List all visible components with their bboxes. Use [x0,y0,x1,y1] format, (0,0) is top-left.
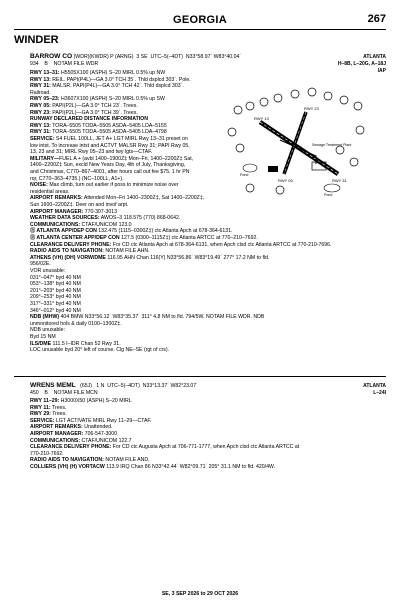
barrow-line-label: Ⓡ ATLANTA CENTER APP/DEP CON [30,235,120,241]
barrow-line [30,182,178,189]
barrow-line-text: NOTAM FILE AHN. [103,248,150,255]
barrow-line [30,334,56,341]
wrens-line [30,398,132,405]
barrow-line [30,162,185,169]
barrow-line [30,235,258,242]
barrow-line-text: residential areas. [30,188,70,195]
barrow-line-text: Attended Mon–Fri 1400–2300Z‡, Sat 1400–2200Z‡, [82,195,205,202]
wrens-line-text: 113.9 IRQ Chan 86 N33°42.44´ W82°09.71´ 205° 31.1 NM to fld. 420/4W. [104,464,276,470]
wrens-line-text: H3000X50 (ASPH) S–20 MIRL [59,398,132,404]
wrens-elevation: 450 [30,390,39,396]
wrens-line-label: COLLIERS (VH) (H) VORTACW [30,464,105,470]
barrow-header-line-2 [30,61,98,68]
barrow-line [30,301,81,308]
barrow-line-text: 956/02E. [30,261,51,268]
barrow-line-text: Byd 15 NM [30,334,56,340]
wrens-line [30,451,64,458]
barrow-utc: UTC–5(–4DT) [150,54,184,60]
runway-31-label: RWY 31 [332,178,347,183]
barrow-line-label: AIRPORT MANAGER: [30,208,84,215]
page-title: GEORGIA [172,14,228,26]
barrow-line [30,347,169,354]
barrow-line [30,96,165,103]
wrens-airport-name: WRENS MEML [30,382,76,389]
barrow-line [30,268,65,275]
barrow-line-text: 053°–138° byd 40 NM [30,281,81,288]
barrow-line-label: RWY 31: [30,129,51,136]
wrens-line [30,438,132,445]
barrow-line-text: 13, 23 and 31; MIRL Rwy 05–23 and twy lgts—CTAF. [30,149,153,156]
wrens-dist: 1 N [96,383,105,389]
barrow-notam: NOTAM FILE WDR [53,61,99,67]
barrow-line-text: 404 BMW N33°56.12´ W83°35.37´ 311° 4.8 NM to fld. 794/5W. NOTAM FILE WDR. NDB [59,314,265,321]
barrow-line-text: 127.5 (0300–1115Z‡) ctc Atlanta ARTCC at 770–210–7692. [119,235,258,241]
barrow-line [30,294,81,301]
barrow-line-text: 031°–047° byd 40 NM [30,274,81,281]
barrow-elevation: 934 [30,61,39,67]
wrens-line-text: 706-547-3000 [83,431,118,437]
wrens-line-label: RWY 11: [30,404,51,411]
section-separator [14,376,386,377]
wrens-coords: N33°13.37´ W82°23.07´ [142,383,198,389]
barrow-line [30,77,191,84]
header-rule [14,29,386,30]
wrens-line-label: RWY 29: [30,411,51,418]
barrow-line-text: 132.475 (1115–0300Z‡) ctc Atlanta Apch at 678-364-6131. [96,228,233,235]
barrow-line [30,90,51,97]
barrow-line [30,321,122,328]
wrens-line [30,431,117,438]
wrens-header-line-1 [30,383,198,390]
wrens-line-text: Trees. [50,404,67,411]
wrens-line-text: 770-210-7692. [30,450,64,457]
barrow-line-text: MALSR. PAPI(P4L)—GA 3.0° TCH 42´. Thld dsplcd 303´. [50,83,184,90]
runway-23-label: RWY 23 [304,106,319,111]
barrow-line-text: 317°–331° byd 40 NM [30,301,81,307]
barrow-line [30,275,81,282]
barrow-line [30,202,128,209]
barrow-line-label: ATHENS (VH) (DH) VORW/DME [30,254,106,261]
barrow-line [30,83,184,90]
barrow-line [30,149,152,156]
wrens-line-label: AIRPORT REMARKS: [30,424,83,431]
wrens-line [30,405,66,412]
barrow-line [30,327,65,334]
wrens-ident: (65J) [80,383,92,389]
barrow-airport-name: BARROW CO [30,53,73,60]
barrow-iap: IAP [377,68,386,74]
barrow-line-label: Ⓡ ATLANTA APP/DEP CON [30,228,97,235]
wrens-line [30,418,151,425]
barrow-line [30,242,332,249]
wrens-line-text: NOTAM FILE AND. [103,457,150,464]
barrow-line-label: RWY 05: [30,103,51,109]
barrow-line [30,209,117,216]
barrow-line-label: MILITARY— [30,155,60,162]
barrow-line [30,136,188,143]
barrow-dist: 3 SE [136,54,148,60]
barrow-line-text: 346°–012° byd 40 NM [30,307,81,314]
barrow-line [30,123,167,130]
wrens-line-text: CTAF/UNICOM 122.7 [80,437,132,444]
barrow-line-label: WEATHER DATA SOURCES: [30,215,100,222]
wrens-state: ATLANTA [363,383,386,389]
wrens-line-label: CLEARANCE DELIVERY PHONE: [30,444,112,451]
wrens-line-text: LGT ACTIVATE MIRL Rwy 11–29—CTAF. [54,417,152,424]
wrens-fuel-flag: B [44,390,48,396]
barrow-line [30,195,204,202]
barrow-line-label: RADIO AIDS TO NAVIGATION: [30,248,104,255]
barrow-line [30,70,165,77]
barrow-line-text: Max climb, turn out earlier if poss to minimize noise over [47,182,179,189]
barrow-line-text: Railroad. [30,89,51,96]
barrow-line-label: RWY 05–23: [30,96,60,103]
wrens-line-text: For CD ctc Augusta Apch at 706-771-1777, when Apch clsd ctc Atlanta ARTCC at [111,444,300,451]
barrow-line [30,103,138,110]
wrens-line [30,457,150,464]
barrow-line [30,308,81,315]
wrens-line [30,464,275,471]
wrens-line-label: SERVICE: [30,417,55,424]
barrow-line-text: and Christmas, C770–867–4001, after hours call out fee $75, 1 hr PN [30,169,190,175]
barrow-line-label: RWY 31: [30,83,51,90]
barrow-line-text: 209°–253° byd 40 NM [30,294,81,301]
barrow-line-text: REIL. PAPI(P4L)—GA 3.0° TCH 35´. Thld dsplcd 303´. Pole. [50,76,191,83]
barrow-line-text: 1400–2200Z‡ Sun, excld New Years Day, 4th of July, Thanksgiving, [30,162,186,169]
wrens-header-line-2 [30,390,98,397]
barrow-line [30,110,138,117]
barrow-line-text: PAPI(P2L)—GA 3.0° TCH 39´. Trees. [50,109,138,116]
barrow-line [30,143,190,150]
barrow-line-label: ILS/DME [30,340,52,347]
barrow-line-label: RWY 13: [30,122,51,129]
barrow-line [30,215,180,222]
barrow-line [30,189,70,196]
barrow-chart-refs: H–8B, L–20G, A–18J [337,61,386,67]
barrow-coords: N33°58.97´ W83°40.04´ [185,54,242,60]
building [268,166,278,172]
wrens-chart-refs: L–24I [373,390,386,396]
barrow-line-text: S4 FUEL 100LL, JET A+ LGT MIRL Rwy 13–31 preset on [54,136,188,142]
runway-05-label: RWY 05 [278,178,293,183]
barrow-line [30,228,233,235]
barrow-line-label: NDB (MHW) [30,314,60,321]
barrow-line [30,156,193,163]
barrow-line [30,176,124,183]
barrow-line-text: VOR unusable: [30,268,66,274]
barrow-line [30,314,264,321]
pond-label-2: Pond [324,193,333,197]
barrow-line-text: LOC unusable byd 20° left of course. Clg NE–SE (rgt of crs). [30,347,170,354]
wrens-line [30,444,299,451]
barrow-line [30,129,167,136]
page-number: 267 [367,13,386,25]
barrow-line-text: unmonitored hols & daily 0100–1300Z‡. [30,320,122,327]
barrow-line-text: 770-307-3013 [83,208,118,215]
wrens-notam: NOTAM FILE MCN [53,390,98,396]
wrens-line-label: RADIO AIDS TO NAVIGATION: [30,457,104,464]
wrens-line-label: COMMUNICATIONS: [30,437,81,444]
barrow-line-text: H3607X100 (ASPH) S–20 MIRL 0.5% up SW [59,96,165,103]
city-name: WINDER [14,34,59,46]
barrow-line-label: RWY 23: [30,109,51,116]
barrow-line-text: 111.5 I–IDR Chan 52 Rwy 31. [51,340,121,347]
airport-diagram [220,70,370,202]
wrens-utc: UTC–5(–4DT) [107,383,140,389]
sewage-plant-label: Sewage Treatment Plant [312,143,352,147]
barrow-fuel-flag: B [44,61,48,67]
wrens-line-text: Unattended. [82,424,113,431]
barrow-line [30,255,269,262]
barrow-line-text: TORA–5505 TODA–5505 ASDA–5405 LDA–4798 [50,129,167,136]
barrow-line [30,261,51,268]
barrow-line-text: rqr, C770–363–4735.) (NC–100LL, A1+). [30,175,124,182]
wrens-line [30,424,112,431]
barrow-line-text: 116.95 AHN Chan 116(Y) N33°56.86´ W83°19.49´ 277° 17.2 NM to fld. [105,254,270,261]
barrow-line-label: RUNWAY DECLARED DISTANCE INFORMATION [30,116,148,123]
barrow-line-label: RWY 13: [30,76,51,83]
barrow-line-text: H5505X100 (ASPH) S–20 MIRL 0.5% up NW [59,70,166,76]
barrow-ident: (WDR)(KWDR) P (ARNG) [73,54,134,60]
runway-13-label: RWY 13 [254,116,269,121]
barrow-line-label: NOISE: [30,182,48,189]
barrow-line-label: CLEARANCE DELIVERY PHONE: [30,241,112,248]
page-footer: SE, 3 SEP 2026 to 29 OCT 2026 [161,591,239,597]
barrow-line-text: 201°–203° byd 40 NM [30,287,81,294]
wrens-line [30,411,67,418]
barrow-line-text: For CD ctc Atlanta Apch at 678-364-6131, when Apch clsd ctc Atlanta ARTCC at 770-210-7696. [111,241,332,248]
wrens-line-label: AIRPORT MANAGER: [30,431,84,437]
barrow-line-label: SERVICE: [30,136,55,142]
barrow-line [30,341,121,348]
barrow-line-label: RWY 13–31: [30,70,60,76]
wrens-line-label: RWY 11–29: [30,398,60,404]
barrow-line-text: FUEL A + (avbl 1400–1900Z‡ Mon–Fri, 1400–2200Z‡ Sat, [59,155,194,162]
pond-label-1: Pond [240,173,249,177]
barrow-header-line-1 [30,54,241,61]
barrow-line-label: COMMUNICATIONS: [30,221,81,228]
barrow-line [30,116,148,123]
barrow-line-text: PAPI(P2L)—GA 3.0° TCH 23´. Trees. [50,103,138,109]
barrow-line [30,169,189,176]
barrow-line [30,248,150,255]
barrow-line-text: TORA–5505 TODA–5505 ASDA–5405 LDA–5155 [50,122,167,129]
barrow-line-text: low intst. To increase intst and ACTVT MALSR Rwy 31; PAPI Rwy 05, [30,142,190,149]
barrow-line [30,288,81,295]
barrow-line-label: AIRPORT REMARKS: [30,195,83,202]
barrow-line-text: Sun 1600–2200Z‡. Deer on and invof arpt. [30,202,129,208]
barrow-line-text: AWOS–3 118.575 (770) 868-0642. [99,215,181,222]
barrow-line [30,281,81,288]
barrow-line-text: CTAF/UNICOM 123.0 [80,221,132,228]
wrens-line-text: Trees. [50,411,67,418]
barrow-line-text: NDB unusable: [30,327,65,334]
barrow-state: ATLANTA [363,54,386,60]
